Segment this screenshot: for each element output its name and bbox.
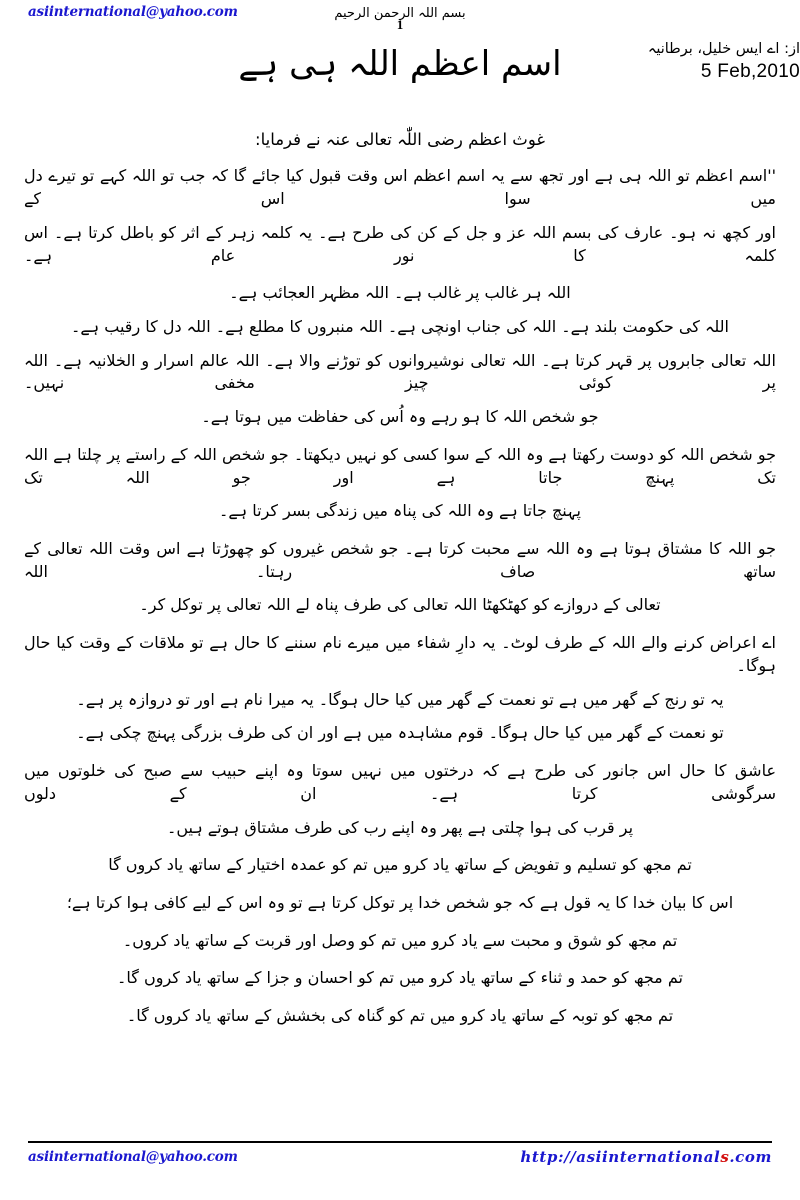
- page-number: 1: [396, 17, 404, 32]
- footer-url-suffix: .com: [729, 1148, 772, 1166]
- body-line: اللہ تعالی جابروں پر قہر کرتا ہے۔ اللہ تعالی نوشیروانوں کو توڑنے والا ہے۔ اللہ عالم اسرار و الخلانیہ ہے۔ اللہ پر کوئی چیز مخفی نہیں۔: [24, 350, 776, 393]
- body-line: یہ تو رنج کے گھر میں ہے تو نعمت کے گھر میں کیا حال ہوگا۔ یہ میرا نام ہے اور تو دروازہ پر ہے۔: [76, 689, 724, 709]
- footer-email[interactable]: asiinternational@yahoo.com: [28, 1149, 238, 1165]
- body-content: [24, 128, 776, 1039]
- page-footer: [28, 1141, 772, 1166]
- body-line: ''اسم اعظم تو اللہ ہی ہے اور تجھ سے یہ اسم اعظم اس وقت قبول کیا جائے گا کہ جب تو اللہ کہے تو تیرے دل میں سوا اس کے: [24, 166, 776, 209]
- byline-date: 5 Feb,2010: [700, 61, 800, 83]
- body-line: اللہ کی حکومت بلند ہے۔ اللہ کی جناب اونچی ہے۔ اللہ منبروں کا مطلع ہے۔ اللہ دل کا رقیب ہے۔: [71, 317, 729, 337]
- body-line: تم مجھ کو شوق و محبت سے یاد کرو میں تم کو وصل اور قربت کے ساتھ یاد کروں۔: [122, 930, 678, 950]
- footer-url-highlight: s: [720, 1148, 730, 1166]
- body-line: اور کچھ نہ ہو۔ عارف کی بسم اللہ عز و جل کے کن کی طرح ہے۔ یہ کلمہ زہر کے اثر کو باطل کرتا ہے۔ اس کلمہ کا نور عام ہے۔: [24, 222, 776, 265]
- footer-url[interactable]: [520, 1148, 772, 1166]
- body-line: تم مجھ کو توبہ کے ساتھ یاد کرو میں تم کو گناہ کی بخشش کے ساتھ یاد کروں گا۔: [126, 1006, 674, 1026]
- bismillah-text: بسم اللہ الرحمن الرحیم: [334, 6, 466, 21]
- body-line: اے اعراض کرنے والے اللہ کے طرف لوٹ۔ یہ دارِ شفاء میں میرے نام سننے کا حال ہے تو ملاقات کے وقت کیا حال ہوگا۔: [24, 633, 777, 675]
- body-line: تو نعمت کے گھر میں کیا حال ہوگا۔ قوم مشاہدہ میں ہے اور ان کی طرف بزرگی پہنچ چکی ہے۔: [76, 723, 724, 743]
- body-line: جو شخص اللہ کا ہو رہے وہ اُس کی حفاظت میں ہوتا ہے۔: [201, 407, 599, 427]
- body-lead-line: غوث اعظم رضی اللّٰہ تعالی عنہ نے فرمایا:: [255, 130, 545, 149]
- body-line: تم مجھ کو تسلیم و تفویض کے ساتھ یاد کرو میں تم کو عمدہ اختیار کے ساتھ یاد کروں گا: [108, 855, 692, 875]
- body-line: اللہ ہر غالب پر غالب ہے۔ اللہ مظہر العجائب ہے۔: [229, 283, 571, 303]
- body-line: پہنچ جاتا ہے وہ اللہ کی پناہ میں زندگی بسر کرتا ہے۔: [219, 501, 581, 521]
- header-email[interactable]: asiinternational@yahoo.com: [28, 4, 238, 20]
- footer-url-prefix: http://asiinternational: [520, 1148, 721, 1166]
- body-line: جو شخص اللہ کو دوست رکھتا ہے وہ اللہ کے سوا کسی کو نہیں دیکھتا۔ جو شخص اللہ کے راستے پر چلتا ہے اللہ تک پہنچ جاتا ہے اور جو اللہ تک: [24, 444, 776, 487]
- body-line: اس کا بیان خدا کا یہ قول ہے کہ جو شخص خدا پر توکل کرتا ہے تو وہ اس کے لیے کافی ہوا کرتا ہے؛: [66, 892, 734, 912]
- body-line: پر قرب کی ہوا چلتی ہے پھر وہ اپنے رب کی طرف مشتاق ہوتے ہیں۔: [166, 817, 634, 837]
- body-line: جو اللہ کا مشتاق ہوتا ہے وہ اللہ سے محبت کرتا ہے۔ جو شخص غیروں کو چھوڑتا ہے اس وقت اللہ تعالی کے ساتھ صاف رہتا۔ اللہ: [24, 539, 776, 581]
- page-title: اسم اعظم اللہ ہی ہے: [238, 44, 562, 84]
- body-line: تم مجھ کو حمد و ثناء کے ساتھ یاد کرو میں تم کو احسان و جزا کے ساتھ یاد کروں گا۔: [117, 968, 683, 988]
- body-line: تعالی کے دروازے کو کھٹکھٹا اللہ تعالی کی طرف پناہ لے اللہ تعالی پر توکل کر۔: [139, 595, 661, 615]
- byline-author: از: اے ایس خلیل، برطانیہ: [647, 41, 800, 57]
- body-line: عاشق کا حال اس جانور کی طرح ہے کہ درختوں میں نہیں سوتا وہ اپنے حبیب سے صبح کی خلوتوں میں سرگوشی کرتا ہے۔ ان کے دلوں: [24, 761, 776, 803]
